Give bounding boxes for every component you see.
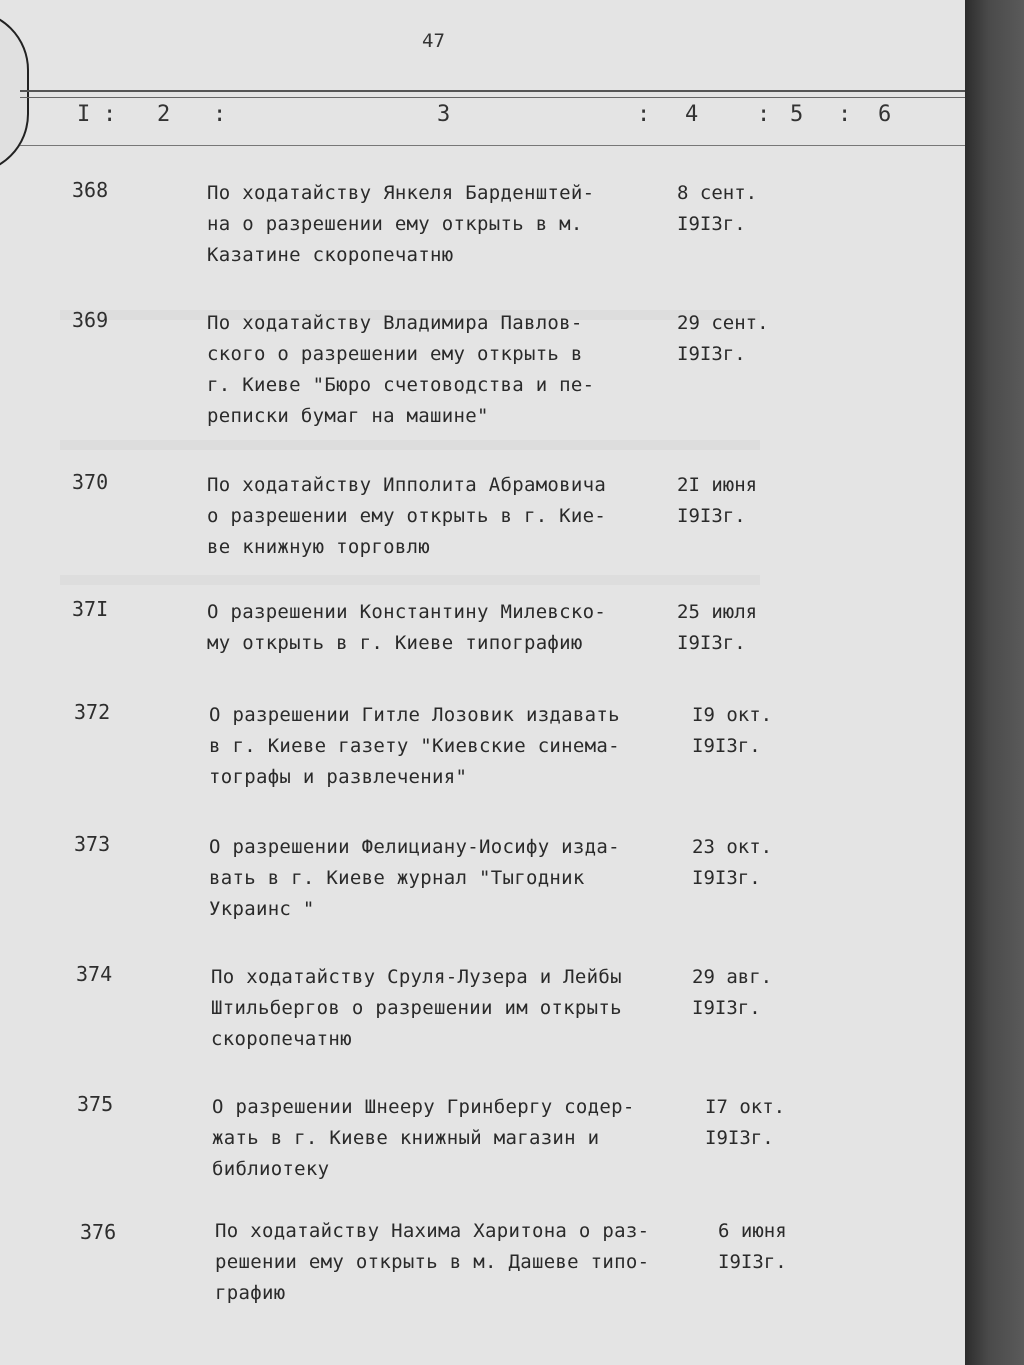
entry-date [692, 832, 772, 894]
page-number: 47 [422, 30, 445, 52]
entry-description [207, 178, 677, 271]
entry-description [209, 832, 679, 925]
bleed-through-mark [60, 575, 760, 585]
entry-number: 37I [72, 597, 109, 621]
entry-date-year: I9I3г. [677, 632, 746, 654]
column-header-4: 4 [685, 102, 700, 127]
column-header-3: 3 [437, 102, 452, 127]
column-separator: : [637, 102, 651, 127]
entry-line: По ходатайству Ипполита Абрамовича [207, 474, 607, 496]
entry-line: ве книжную торговлю [207, 536, 431, 558]
bleed-through-mark [60, 440, 760, 450]
entry-description [207, 470, 677, 563]
entry-line: на о разрешении ему открыть в м. [207, 213, 583, 235]
entry-description [207, 308, 677, 432]
entry-line: О разрешении Константину Милевско- [207, 601, 607, 623]
entry-line: вать в г. Киеве журнал "Тыгодник [209, 867, 585, 889]
entry-date [677, 597, 757, 659]
entry-date [677, 308, 769, 370]
entry-line: о разрешении ему открыть в г. Кие- [207, 505, 607, 527]
entry-number: 376 [80, 1220, 117, 1244]
entry-date [705, 1092, 785, 1154]
entry-line: графию [215, 1282, 286, 1304]
entry-line: в г. Киеве газету "Киевские синема- [209, 735, 620, 757]
entry-date-day: I7 окт. [705, 1096, 786, 1118]
column-separator: : [757, 102, 771, 127]
entry-line: му открыть в г. Киеве типографию [207, 632, 583, 654]
column-separator: : [213, 102, 227, 127]
entry-line: По ходатайству Владимира Павлов- [207, 312, 583, 334]
header-rule-top [20, 90, 965, 92]
entry-date-year: I9I3г. [705, 1127, 774, 1149]
entry-number: 370 [72, 470, 109, 494]
entry-date-day: 8 сент. [677, 182, 758, 204]
entry-line: О разрешении Фелициану-Иосифу изда- [209, 836, 620, 858]
column-header-5: 5 [790, 102, 805, 127]
entry-date-year: I9I3г. [692, 997, 761, 1019]
entry-line: По ходатайству Янкеля Барденштей- [207, 182, 595, 204]
entry-line: жать в г. Киеве книжный магазин и [212, 1127, 600, 1149]
entry-date [677, 178, 757, 240]
entry-line: скоропечатню [211, 1028, 352, 1050]
column-header-6: 6 [878, 102, 893, 127]
entry-date-day: 29 авг. [692, 966, 773, 988]
entry-line: реписки бумаг на машине" [207, 405, 489, 427]
entry-date-day: 2I июня [677, 474, 758, 496]
column-separator: : [838, 102, 852, 127]
entry-date-day: 6 июня [718, 1220, 787, 1242]
entry-number: 374 [76, 962, 113, 986]
entry-date-day: 29 сент. [677, 312, 769, 334]
box-number-tab [0, 10, 29, 174]
entry-line: О разрешении Шнееру Гринбергу содер- [212, 1096, 635, 1118]
entry-line: тографы и развлечения" [209, 766, 468, 788]
column-separator: : [103, 102, 117, 127]
entry-line: По ходатайству Нахима Харитона о раз- [215, 1220, 650, 1242]
header-rule-top-inner [20, 97, 965, 98]
entry-line: Штильбергов о разрешении им открыть [211, 997, 622, 1019]
entry-number: 375 [77, 1092, 114, 1116]
entry-date-day: I9 окт. [692, 704, 773, 726]
entry-description [215, 1216, 685, 1309]
page-edge-shadow [965, 0, 1024, 1365]
entry-date-year: I9I3г. [718, 1251, 787, 1273]
entry-date-year: I9I3г. [677, 343, 746, 365]
entry-description [211, 962, 681, 1055]
header-rule-bottom [20, 145, 965, 146]
entry-number: 372 [74, 700, 111, 724]
entry-line: По ходатайству Сруля-Лузера и Лейбы [211, 966, 622, 988]
entry-number: 373 [74, 832, 111, 856]
entry-date [677, 470, 757, 532]
entry-line: О разрешении Гитле Лозовик издавать [209, 704, 620, 726]
entry-date [692, 700, 772, 762]
column-header-2: 2 [157, 102, 172, 127]
entry-date [718, 1216, 787, 1278]
entry-line: г. Киеве "Бюро счетоводства и пе- [207, 374, 595, 396]
entry-date [692, 962, 772, 1024]
entry-date-day: 23 окт. [692, 836, 773, 858]
entry-line: решении ему открыть в м. Дашеве типо- [215, 1251, 650, 1273]
entry-line: Казатине скоропечатню [207, 244, 454, 266]
entry-date-year: I9I3г. [692, 735, 761, 757]
entry-line: Украинс " [209, 898, 315, 920]
entry-line: библиотеку [212, 1158, 330, 1180]
entry-number: 368 [72, 178, 109, 202]
entry-description [209, 700, 679, 793]
entry-description [212, 1092, 682, 1185]
entry-date-year: I9I3г. [677, 213, 746, 235]
entry-date-year: I9I3г. [692, 867, 761, 889]
entry-description [207, 597, 677, 659]
entry-date-year: I9I3г. [677, 505, 746, 527]
entry-number: 369 [72, 308, 109, 332]
entry-line: ского о разрешении ему открыть в [207, 343, 583, 365]
entry-date-day: 25 июля [677, 601, 758, 623]
column-header-1: I [77, 102, 92, 127]
